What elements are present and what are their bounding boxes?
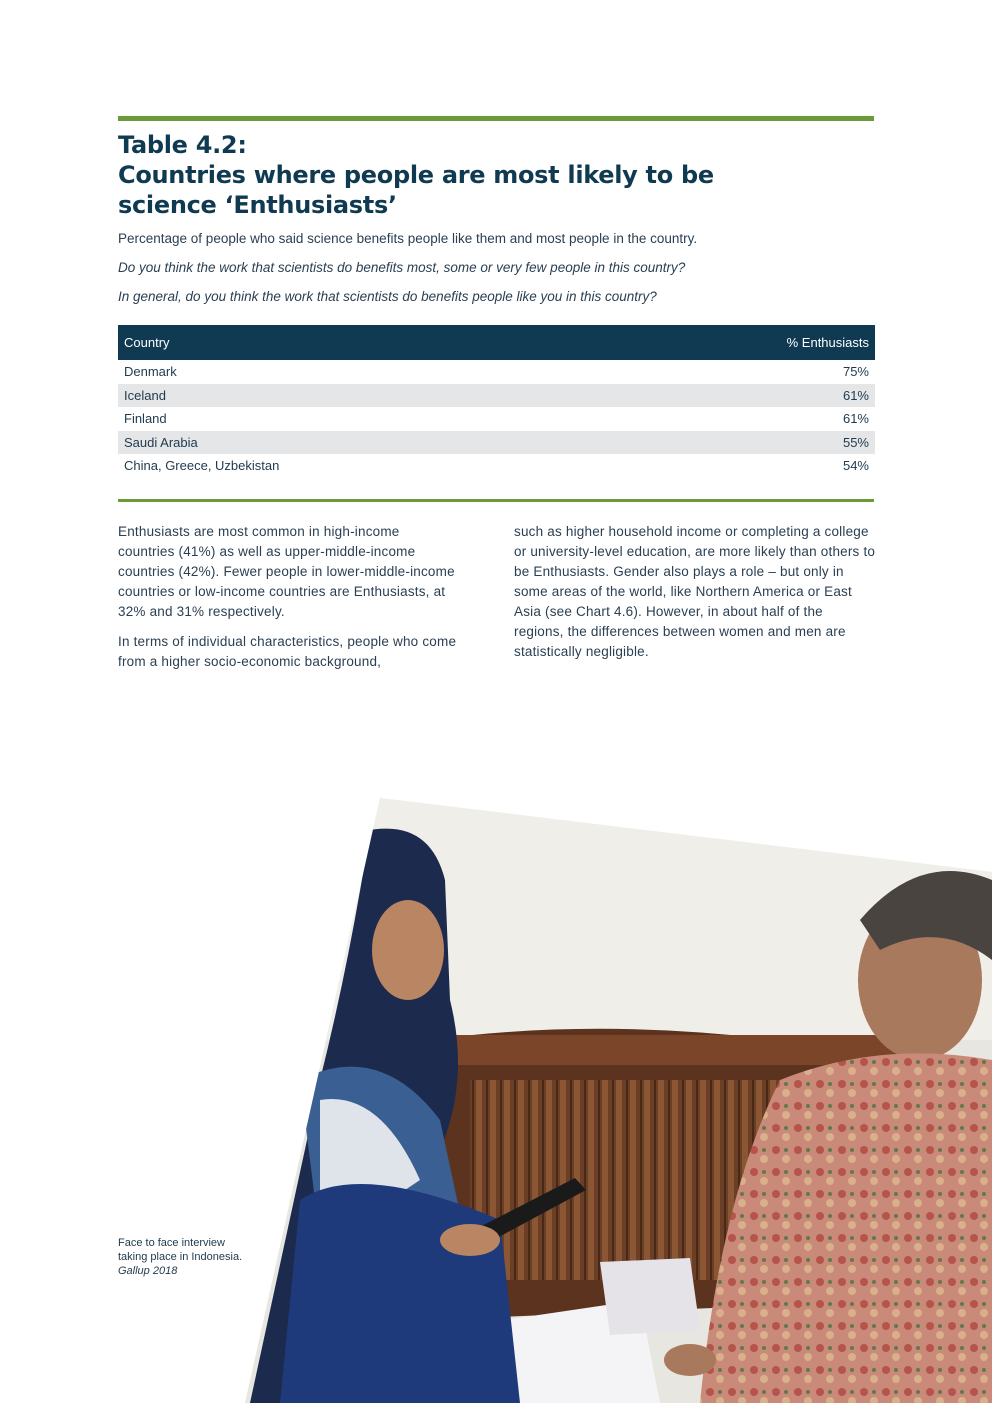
top-rule	[118, 116, 874, 121]
bottom-rule	[118, 499, 874, 502]
table-row	[118, 384, 875, 408]
photo-credit: Gallup 2018	[118, 1265, 178, 1277]
title-line-2: Countries where people are most likely to be	[118, 161, 714, 189]
title-line-1: Table 4.2:	[118, 131, 247, 159]
table-row	[118, 454, 875, 478]
body-column-left	[118, 522, 458, 682]
percent-cell: 61%	[842, 411, 869, 427]
body-column-right	[514, 522, 876, 672]
table-header-row	[118, 325, 875, 360]
percent-cell: 55%	[602, 431, 875, 455]
interview-photo	[0, 780, 992, 1403]
body-paragraph: Enthusiasts are most common in high-income countries (41%) as well as upper-middle-income countries (42%). Fewer people in lower-middle-income countries or low-income countries are Enthusiasts, at 32% and 31% respectively.	[118, 524, 455, 619]
percent-cell: 61%	[602, 384, 875, 408]
survey-question-1: Do you think the work that scientists do benefits most, some or very few people in this country?	[118, 260, 686, 275]
table-row	[118, 360, 875, 384]
body-paragraph: In terms of individual characteristics, people who come from a higher socio-economic background,	[118, 634, 457, 669]
body-paragraph: such as higher household income or completing a college or university-level education, are more likely than others to be Enthusiasts. Gender also plays a role – but only in some areas of the world, like Northern America or East Asia (see Chart 4.6). However, in about half of the regions, the differences between women and men are statistically negligible.	[514, 524, 876, 659]
country-cell: China, Greece, Uzbekistan	[124, 458, 280, 474]
title-line-3: science ‘Enthusiasts’	[118, 191, 397, 219]
table-row	[118, 431, 875, 455]
header-country: Country	[118, 325, 602, 360]
table-description: Percentage of people who said science benefits people like them and most people in the country.	[118, 231, 698, 246]
country-cell: Denmark	[124, 364, 177, 380]
country-cell: Saudi Arabia	[118, 431, 602, 455]
intro-text	[118, 231, 874, 318]
enthusiasts-table	[118, 325, 875, 478]
photo-caption	[118, 1236, 278, 1278]
caption-line-2: taking place in Indonesia.	[118, 1251, 243, 1263]
table-title	[118, 130, 874, 220]
country-cell: Finland	[124, 411, 167, 427]
survey-question-2: In general, do you think the work that scientists do benefits people like you in this country?	[118, 289, 657, 304]
caption-line-1: Face to face interview	[118, 1237, 225, 1249]
country-cell: Iceland	[118, 384, 602, 408]
table-row	[118, 407, 875, 431]
percent-cell: 75%	[842, 364, 869, 380]
percent-cell: 54%	[842, 458, 869, 474]
header-percent: % Enthusiasts	[602, 325, 875, 360]
